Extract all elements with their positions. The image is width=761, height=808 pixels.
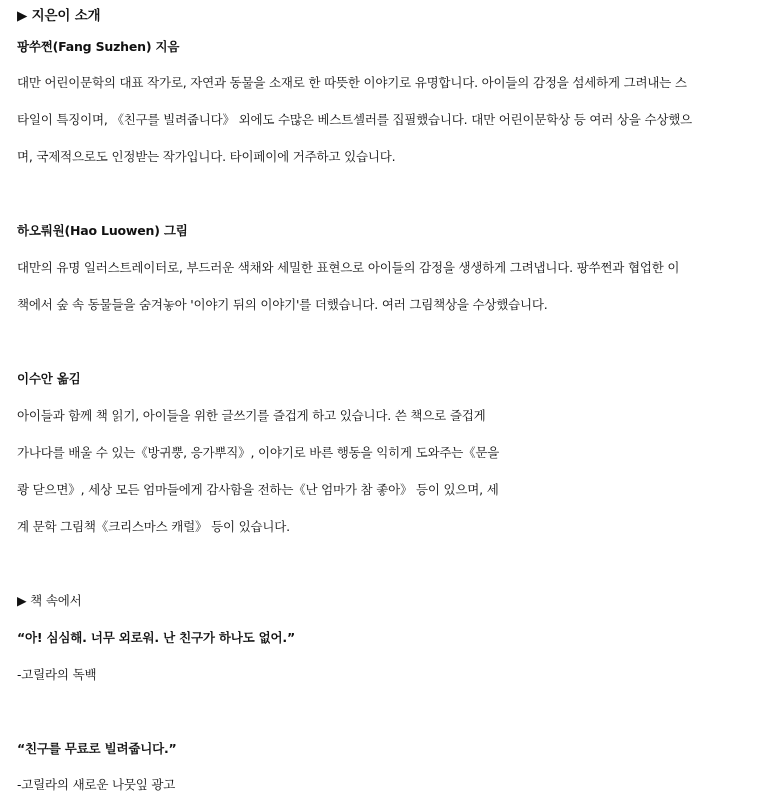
author-bio-line: 대만 어린이문학의 대표 작가로, 자연과 동물을 소재로 한 따뜻한 이야기로 유명합니다. 아이들의 감정을 섬세하게 그려내는 스 — [17, 75, 687, 90]
illustrator-name: 하오뤄원(Hao Luowen) 그림 — [17, 223, 188, 238]
illustrator-bio-line: 대만의 유명 일러스트레이터로, 부드러운 색채와 세밀한 표현으로 아이들의 감정을 생생하게 그려냅니다. 팡쑤쩐과 협업한 이 — [17, 260, 680, 275]
author-name: 팡쑤쩐(Fang Suzhen) 지음 — [17, 39, 180, 54]
illustrator-bio-line: 책에서 숲 속 동물들을 숨겨놓아 '이야기 뒤의 이야기'를 더했습니다. 여러 그림책상을 수상했습니다. — [17, 297, 548, 312]
translator-name: 이수안 옮김 — [17, 371, 81, 386]
translator-bio-line: 계 문학 그림책《크리스마스 캐럴》 등이 있습니다. — [17, 519, 290, 534]
author-bio-line: 타일이 특징이며, 《친구를 빌려줍니다》 외에도 수많은 베스트셀러를 집필했습니다. 대만 어린이문학상 등 여러 상을 수상했으 — [17, 112, 692, 127]
quote-text: “친구를 무료로 빌려줍니다.” — [17, 741, 177, 756]
quote-source: -고릴라의 새로운 나뭇잎 광고 — [17, 777, 176, 792]
translator-bio-line: 쾅 닫으면》, 세상 모든 엄마들에게 감사함을 전하는《난 엄마가 참 좋아》 등이 있으며, 세 — [17, 482, 499, 497]
translator-bio-line: 아이들과 함께 책 읽기, 아이들을 위한 글쓰기를 즐겁게 하고 있습니다. 쓴 책으로 즐겁게 — [17, 408, 486, 423]
quote-text: “아! 심심해. 너무 외로워. 난 친구가 하나도 없어.” — [17, 630, 295, 645]
author-section-heading: ▶ 지은이 소개 — [17, 8, 101, 24]
quote-source: -고릴라의 독백 — [17, 667, 97, 682]
translator-bio-line: 가나다를 배울 수 있는《방귀뿡, 응가뿌직》, 이야기로 바른 행동을 익히게 도와주는《문을 — [17, 445, 500, 460]
book-section-heading: ▶ 책 속에서 — [17, 593, 82, 608]
author-bio-line: 며, 국제적으로도 인정받는 작가입니다. 타이페이에 거주하고 있습니다. — [17, 149, 396, 164]
